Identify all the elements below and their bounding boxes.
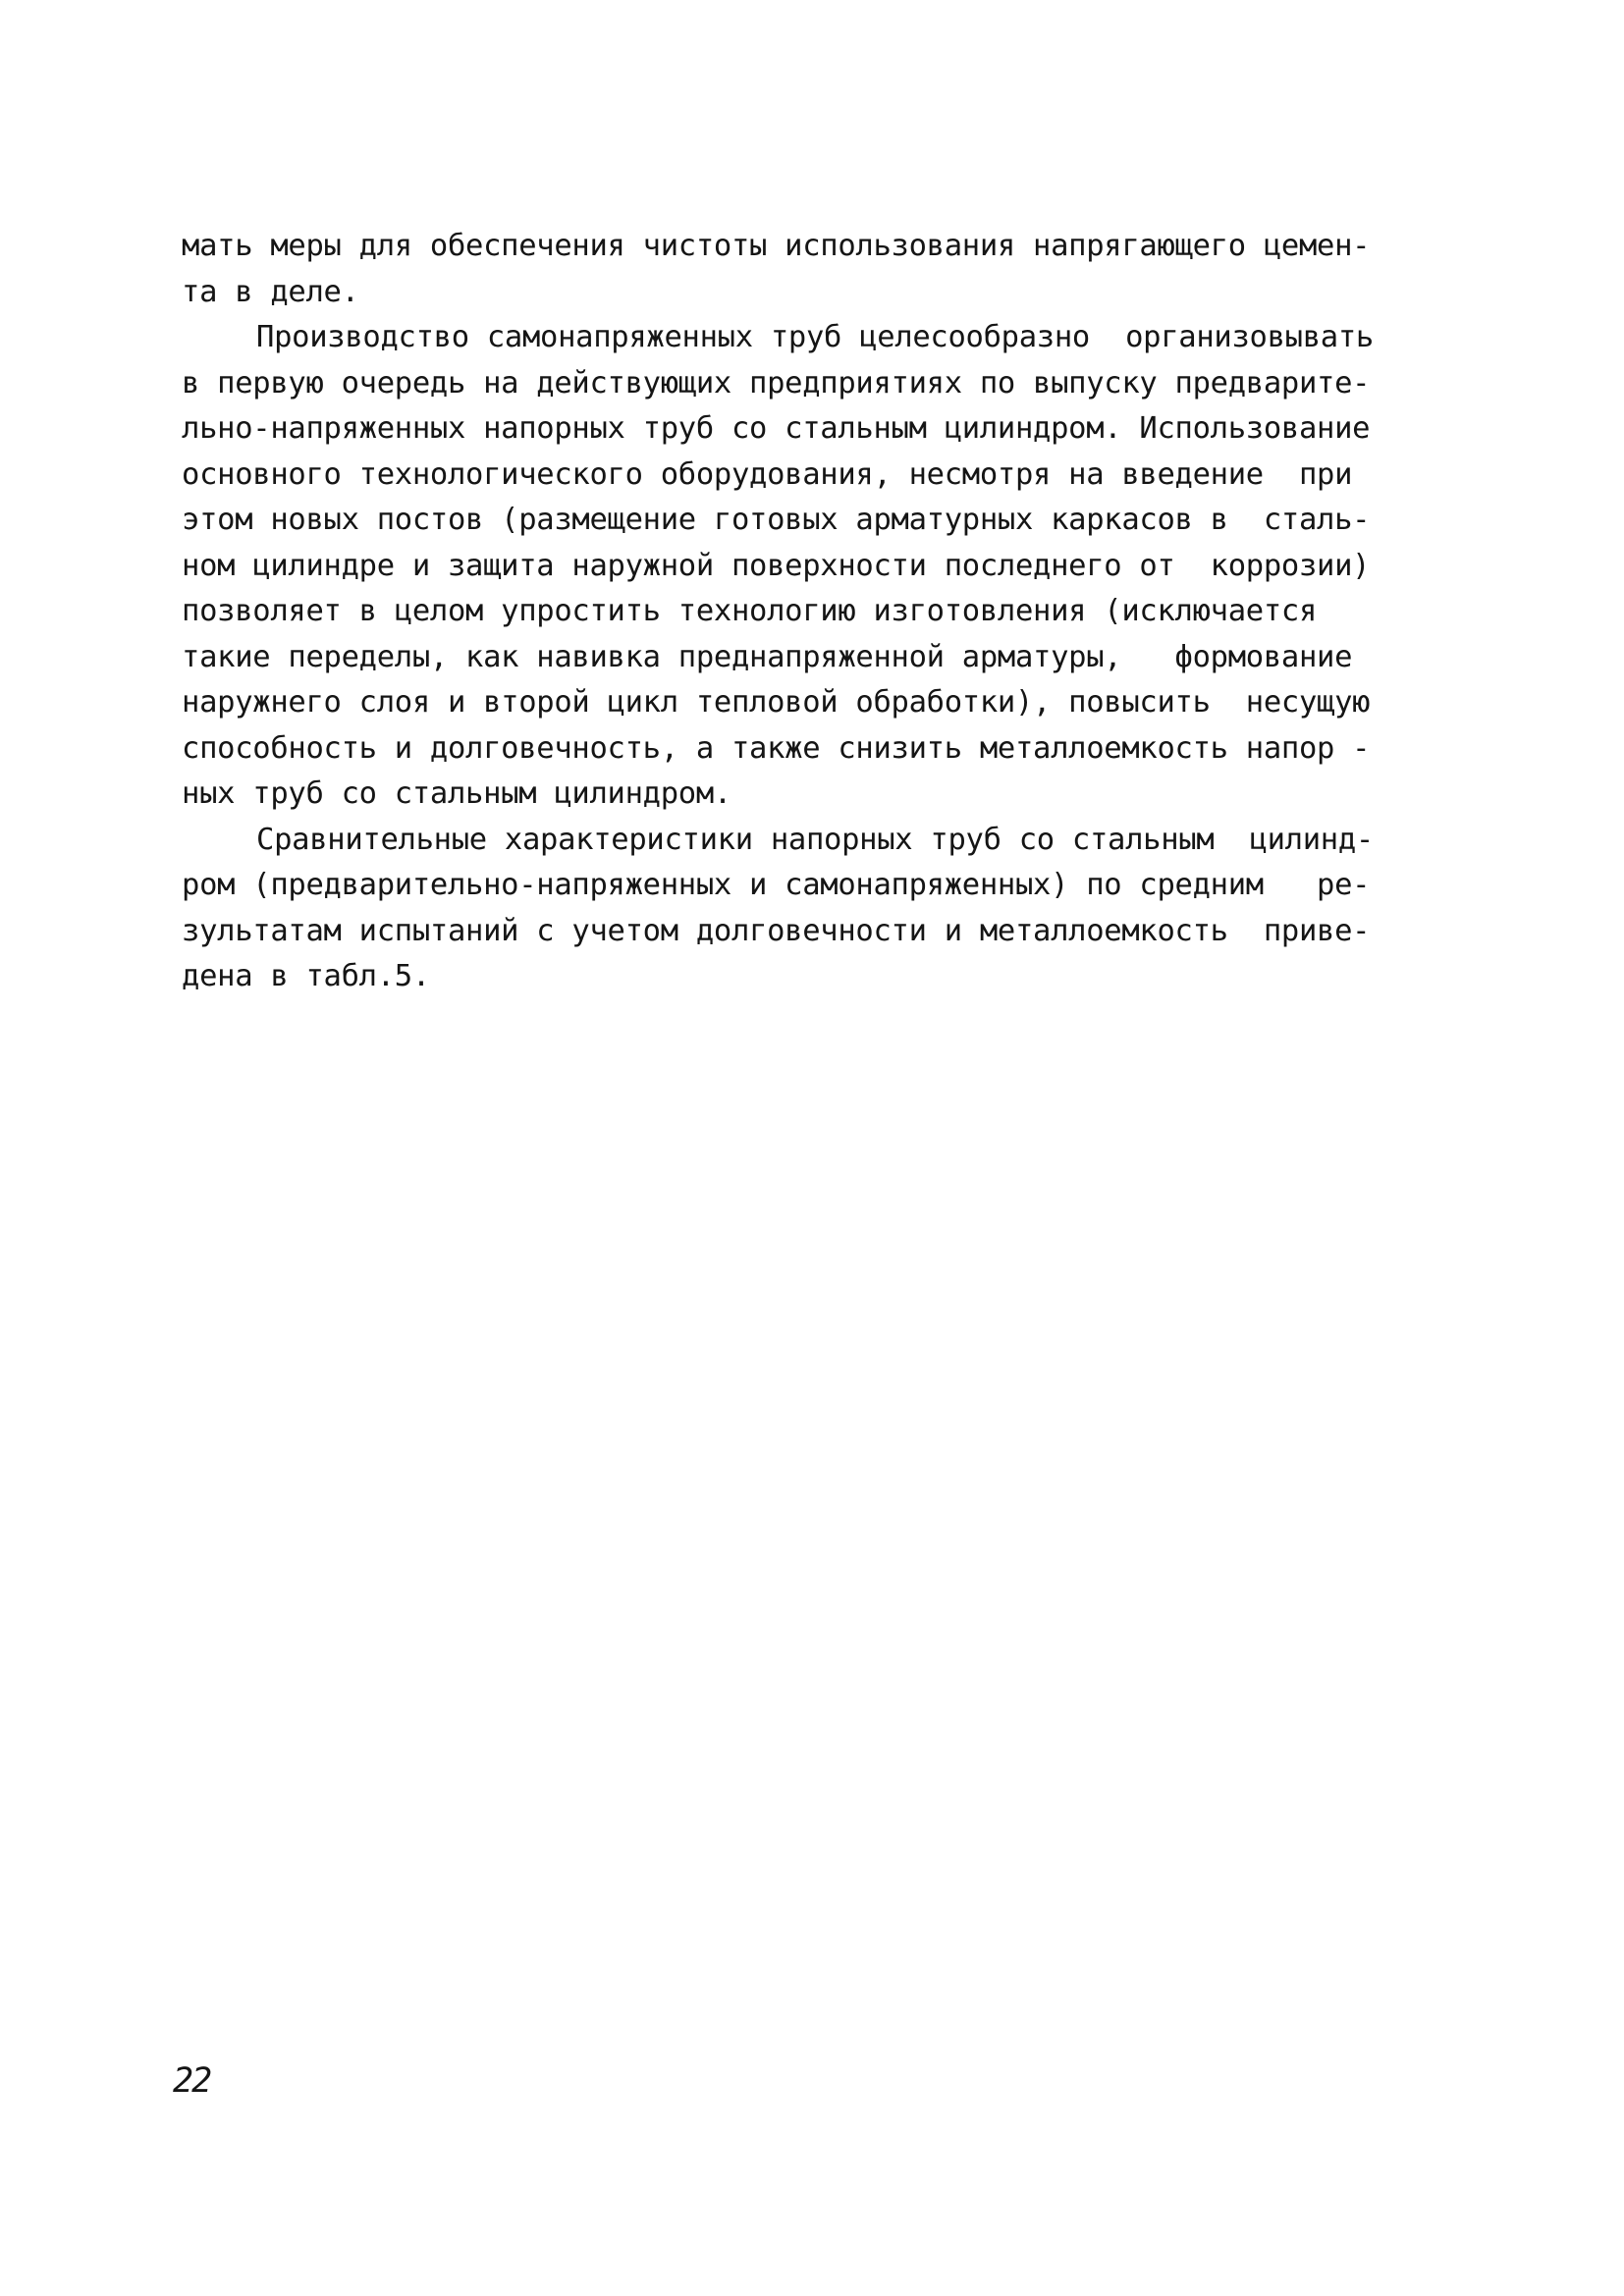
paragraph-start-line: Сравнительные характеристики напорных труб со стальным цилинд- (256, 822, 1374, 857)
text-line: позволяет в целом упростить технологию изготовления (исключается (182, 594, 1318, 628)
text-line: способность и долговечность, а также снизить металлоемкость напор - (182, 730, 1371, 766)
text-line: наружнего слоя и второй цикл тепловой обработки), повысить несущую (182, 685, 1371, 720)
text-line: дена в табл.5. (182, 959, 430, 993)
page-number: 22 (173, 2061, 211, 2101)
body-text (182, 224, 1468, 1000)
text-line: этом новых постов (размещение готовых арматурных каркасов в сталь- (182, 503, 1371, 537)
paragraph-start-line: Производство самонапряженных труб целесообразно организовывать (256, 320, 1374, 354)
text-line: зультатам испытаний с учетом долговечности и металлоемкость приве- (182, 913, 1371, 948)
text-line: мать меры для обеспечения чистоты использования напрягающего цемен- (182, 229, 1371, 263)
text-line: ном цилиндре и защита наружной поверхности последнего от коррозии) (182, 548, 1371, 583)
text-line: в первую очередь на действующих предприятиях по выпуску предварите- (182, 365, 1371, 400)
text-line: льно-напряженных напорных труб со стальным цилиндром. Использование (182, 411, 1371, 446)
text-line: та в деле. (182, 274, 359, 309)
text-line: ных труб со стальным цилиндром. (182, 776, 731, 811)
text-line: ром (предварительно-напряженных и самонапряженных) по средним ре- (182, 868, 1371, 902)
text-line: такие переделы, как навивка преднапряженной арматуры, формование (182, 639, 1353, 674)
text-line: основного технологического оборудования, несмотря на введение при (182, 456, 1353, 492)
